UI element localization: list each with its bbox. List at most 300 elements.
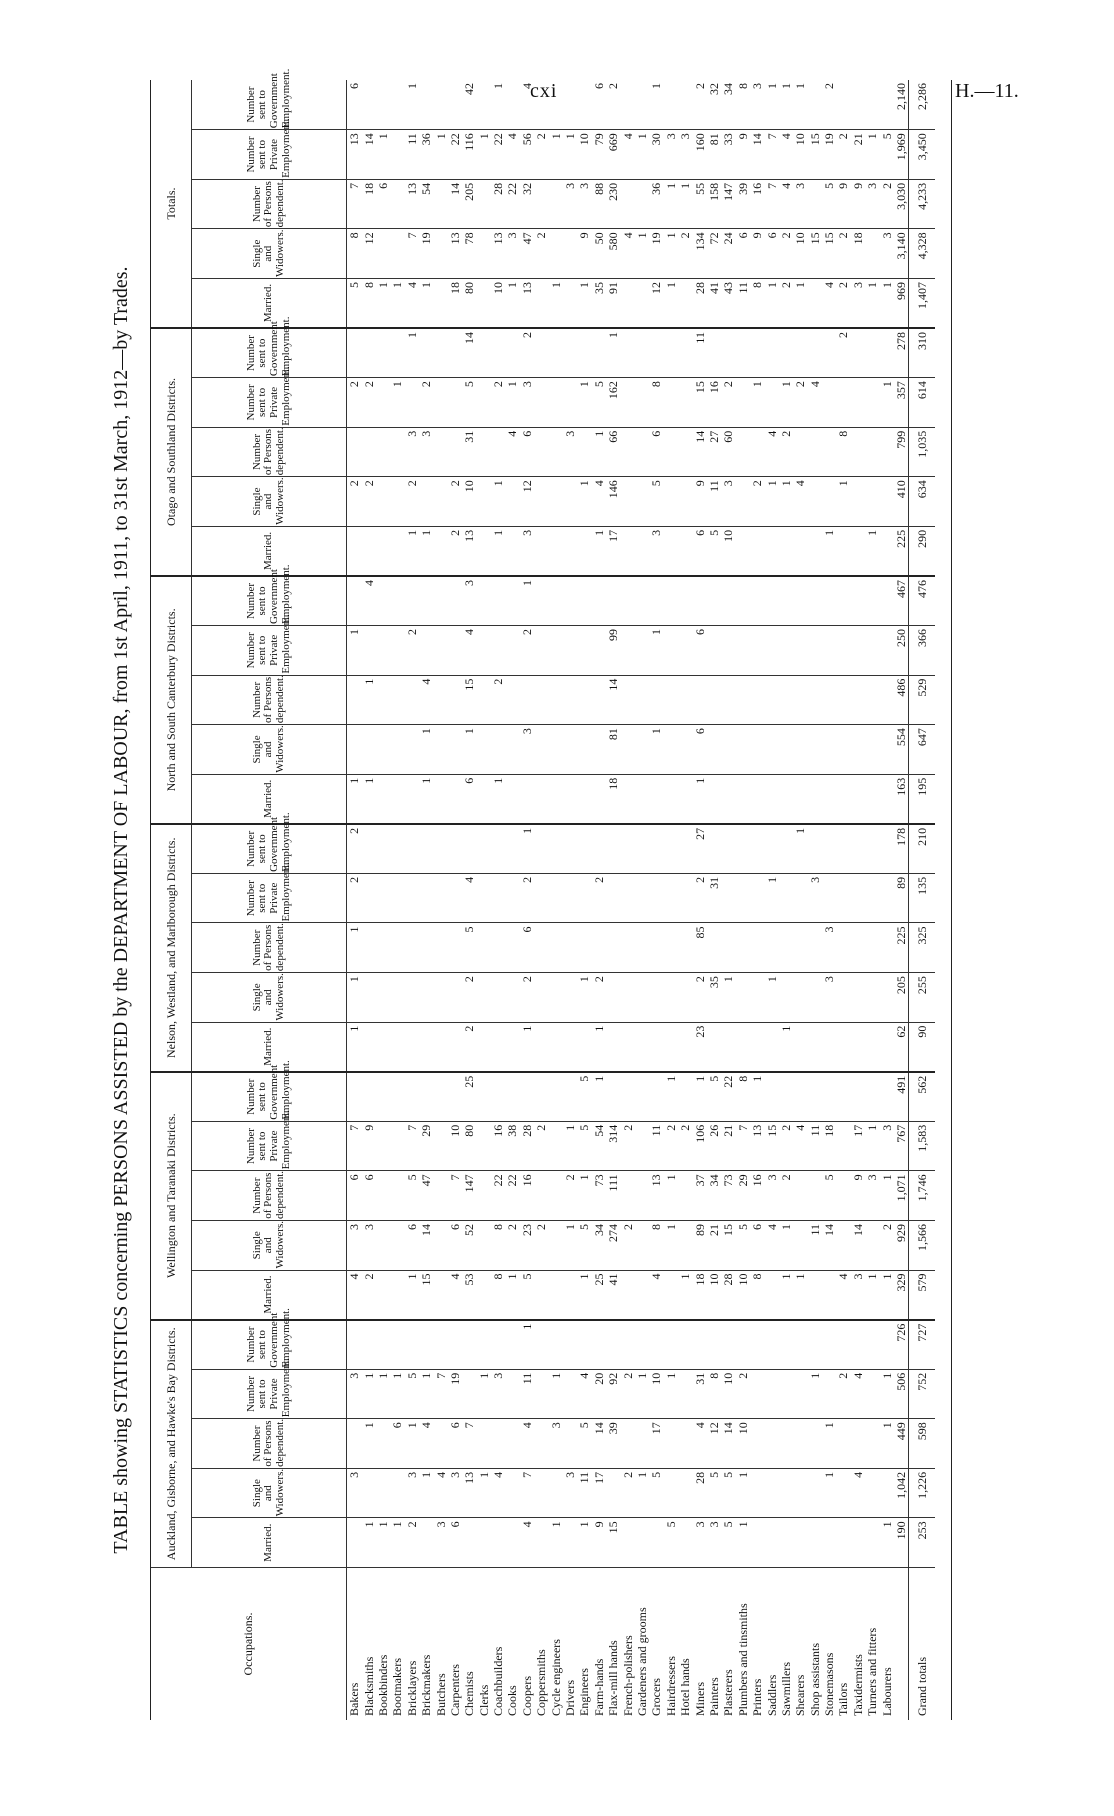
table-cell: [534, 1270, 548, 1320]
table-cell: [390, 1220, 404, 1270]
table-frame: [150, 68, 952, 1720]
group-header: Otago and Southland Districts.: [151, 328, 192, 576]
table-cell: 1: [577, 1171, 591, 1221]
table-cell: [808, 80, 822, 130]
table-row: [548, 80, 562, 1720]
table-cell: 158: [707, 179, 721, 229]
table-cell: [664, 427, 678, 477]
table-cell: 162: [606, 378, 620, 428]
table-cell: [635, 1518, 649, 1568]
table-cell: 1: [390, 378, 404, 428]
table-cell: [376, 774, 390, 824]
table-cell: 14: [462, 328, 476, 378]
table-cell: 4: [851, 1468, 865, 1518]
table-cell: 2: [664, 1121, 678, 1171]
table-cell: [836, 80, 850, 130]
column-header: Single and Widowers.: [192, 1220, 347, 1270]
table-cell: [707, 1022, 721, 1072]
table-cell: [620, 1320, 634, 1370]
table-cell: [390, 923, 404, 973]
table-cell: [390, 725, 404, 775]
table-cell: 13: [347, 130, 362, 180]
table-cell: 210: [909, 824, 936, 874]
table-cell: [548, 526, 562, 576]
table-cell: 1: [361, 1518, 375, 1568]
table-cell: [879, 1022, 893, 1072]
table-cell: [620, 328, 634, 378]
table-cell: 1: [577, 378, 591, 428]
table-cell: 2: [692, 873, 706, 923]
table-cell: 1: [635, 1369, 649, 1419]
table-cell: 15: [692, 378, 706, 428]
table-cell: 9: [836, 179, 850, 229]
table-cell: [577, 923, 591, 973]
table-cell: 1: [433, 130, 447, 180]
table-cell: [620, 1419, 634, 1469]
table-cell: [505, 477, 519, 527]
table-cell: 579: [909, 1270, 936, 1320]
table-cell: [548, 1468, 562, 1518]
table-cell: [879, 1320, 893, 1370]
table-cell: [477, 477, 491, 527]
table-cell: [606, 973, 620, 1023]
table-cell: 12: [520, 477, 534, 527]
table-cell: 3: [678, 130, 692, 180]
table-cell: [620, 378, 634, 428]
table-cell: [721, 774, 735, 824]
table-cell: [635, 1320, 649, 1370]
table-cell: [635, 725, 649, 775]
table-cell: [390, 973, 404, 1023]
table-cell: 3: [692, 1518, 706, 1568]
table-cell: [534, 80, 548, 130]
table-cell: 43: [721, 278, 735, 328]
table-cell: [808, 427, 822, 477]
table-cell: [592, 675, 606, 725]
table-cell: [433, 675, 447, 725]
table-cell: 3: [563, 179, 577, 229]
table-cell: 2: [405, 626, 419, 676]
table-cell: 3: [865, 1171, 879, 1221]
table-cell: [548, 824, 562, 874]
table-cell: [491, 1419, 505, 1469]
occupation-name: Blacksmiths: [361, 1656, 376, 1716]
table-cell: 28: [721, 1270, 735, 1320]
table-cell: [376, 427, 390, 477]
table-cell: 6: [390, 1419, 404, 1469]
table-cell: [620, 576, 634, 626]
table-cell: [678, 1369, 692, 1419]
table-body: [347, 80, 936, 1720]
table-cell: 28: [520, 1121, 534, 1171]
table-cell: 13: [448, 229, 462, 279]
table-cell: 1: [692, 1072, 706, 1122]
table-cell: 1: [879, 378, 893, 428]
table-cell: [851, 774, 865, 824]
table-cell: [361, 80, 375, 130]
table-cell: 6: [376, 179, 390, 229]
table-cell: [793, 1220, 807, 1270]
table-cell: [563, 1419, 577, 1469]
table-cell: [390, 675, 404, 725]
table-cell: 3: [808, 873, 822, 923]
table-cell: 2: [620, 1220, 634, 1270]
table-cell: 1: [750, 378, 764, 428]
table-cell: [563, 378, 577, 428]
table-cell: 10: [736, 1419, 750, 1469]
table-cell: 42: [462, 80, 476, 130]
table-cell: 2: [520, 328, 534, 378]
table-cell: [390, 130, 404, 180]
table-cell: [851, 675, 865, 725]
table-cell: 3: [347, 1220, 362, 1270]
table-cell: [808, 973, 822, 1023]
table-cell: [721, 576, 735, 626]
table-cell: [678, 1518, 692, 1568]
table-cell: 2: [750, 477, 764, 527]
table-cell: [851, 477, 865, 527]
table-cell: [808, 1171, 822, 1221]
table-cell: 13: [462, 1468, 476, 1518]
table-cell: 3: [577, 179, 591, 229]
table-cell: [750, 1320, 764, 1370]
table-cell: [448, 675, 462, 725]
table-cell: [635, 1072, 649, 1122]
table-cell: [592, 725, 606, 775]
table-cell: 14: [721, 1419, 735, 1469]
table-cell: 16: [707, 378, 721, 428]
table-cell: [851, 80, 865, 130]
table-cell: 23: [692, 1022, 706, 1072]
table-cell: [419, 1072, 433, 1122]
table-cell: [433, 1220, 447, 1270]
table-cell: [635, 477, 649, 527]
table-cell: [376, 1022, 390, 1072]
table-cell: [736, 526, 750, 576]
table-cell: [505, 526, 519, 576]
table-cell: [851, 1320, 865, 1370]
occupation-name: Cooks: [505, 1685, 520, 1716]
table-cell: 10: [793, 130, 807, 180]
table-cell: [548, 725, 562, 775]
table-cell: [620, 526, 634, 576]
table-cell: [620, 179, 634, 229]
table-cell: [477, 1171, 491, 1221]
table-cell: [865, 427, 879, 477]
table-cell: 1: [419, 1369, 433, 1419]
table-row: [592, 80, 606, 1720]
table-row: [822, 80, 836, 1720]
table-cell: [808, 1419, 822, 1469]
table-cell: [635, 824, 649, 874]
table-cell: [678, 378, 692, 428]
table-cell: [736, 626, 750, 676]
table-cell: [390, 526, 404, 576]
table-cell: 3: [664, 130, 678, 180]
table-cell: [879, 824, 893, 874]
table-cell: 1: [520, 1320, 534, 1370]
table-cell: 5: [347, 278, 362, 328]
table-cell: 1: [405, 328, 419, 378]
table-cell: 2: [879, 1220, 893, 1270]
table-cell: [620, 774, 634, 824]
table-cell: 80: [462, 1121, 476, 1171]
table-cell: 4: [764, 427, 778, 477]
table-cell: 1: [419, 1468, 433, 1518]
table-cell: 5: [577, 1220, 591, 1270]
table-cell: 4: [462, 873, 476, 923]
table-cell: [376, 328, 390, 378]
table-cell: [577, 1320, 591, 1370]
table-cell: 1: [779, 1220, 793, 1270]
table-cell: 2: [520, 873, 534, 923]
table-cell: 634: [909, 477, 936, 527]
column-header: Married.: [192, 1022, 347, 1072]
table-cell: 727: [909, 1320, 936, 1370]
table-cell: [505, 774, 519, 824]
table-cell: 11: [520, 1369, 534, 1419]
table-cell: [764, 1072, 778, 1122]
table-row: [534, 80, 548, 1720]
table-cell: 1: [879, 1270, 893, 1320]
table-cell: [808, 1518, 822, 1568]
table-cell: 1: [520, 824, 534, 874]
table-cell: [808, 675, 822, 725]
table-cell: [563, 80, 577, 130]
table-cell: 21: [721, 1121, 735, 1171]
table-cell: 4: [520, 1419, 534, 1469]
table-cell: 225: [894, 923, 909, 973]
table-cell: 4: [419, 1419, 433, 1469]
table-cell: 669: [606, 130, 620, 180]
table-cell: 2: [491, 675, 505, 725]
table-cell: 4: [520, 1518, 534, 1568]
table-cell: [390, 873, 404, 923]
table-cell: [865, 923, 879, 973]
table-cell: [822, 626, 836, 676]
table-cell: [606, 1468, 620, 1518]
table-cell: [779, 526, 793, 576]
table-row: [433, 80, 447, 1720]
occupation-name: Bootmakers: [390, 1658, 405, 1716]
table-cell: [879, 873, 893, 923]
table-cell: [664, 1419, 678, 1469]
table-cell: 1,583: [909, 1121, 936, 1171]
table-cell: [808, 1270, 822, 1320]
table-cell: [376, 1072, 390, 1122]
table-cell: [649, 973, 663, 1023]
table-cell: 4: [779, 179, 793, 229]
table-cell: [620, 1072, 634, 1122]
table-cell: 2: [361, 1270, 375, 1320]
table-cell: [779, 1369, 793, 1419]
table-cell: [736, 378, 750, 428]
table-cell: 1: [664, 229, 678, 279]
table-cell: 1: [822, 1468, 836, 1518]
table-cell: 1: [376, 130, 390, 180]
table-cell: 4: [822, 278, 836, 328]
table-cell: [764, 526, 778, 576]
table-cell: [405, 774, 419, 824]
table-cell: [865, 1320, 879, 1370]
table-cell: 3: [879, 229, 893, 279]
table-row: [505, 80, 519, 1720]
table-cell: 81: [606, 725, 620, 775]
table-cell: 1: [865, 278, 879, 328]
table-cell: [390, 774, 404, 824]
table-cell: [534, 973, 548, 1023]
table-cell: 147: [462, 1171, 476, 1221]
table-cell: 8: [347, 229, 362, 279]
table-cell: 3: [822, 973, 836, 1023]
table-cell: 60: [721, 427, 735, 477]
table-cell: [721, 824, 735, 874]
table-cell: [390, 1468, 404, 1518]
table-cell: [548, 1022, 562, 1072]
table-cell: 15: [764, 1121, 778, 1171]
table-cell: 8: [707, 1369, 721, 1419]
table-cell: 56: [520, 130, 534, 180]
table-cell: [836, 526, 850, 576]
table-cell: [736, 477, 750, 527]
table-row: [347, 80, 362, 1720]
table-cell: [764, 774, 778, 824]
table-cell: [808, 774, 822, 824]
column-header: Married.: [192, 278, 347, 328]
table-cell: [879, 576, 893, 626]
table-cell: [347, 1072, 362, 1122]
table-cell: [851, 725, 865, 775]
occupation-name: French-polishers: [620, 1635, 635, 1716]
table-cell: [736, 973, 750, 1023]
table-cell: 1: [592, 427, 606, 477]
table-cell: 2: [836, 229, 850, 279]
table-cell: 11: [405, 130, 419, 180]
table-cell: [620, 1270, 634, 1320]
table-cell: 37: [692, 1171, 706, 1221]
table-cell: 1: [736, 1518, 750, 1568]
table-cell: 4: [405, 278, 419, 328]
occupation-name: Hotel hands: [678, 1658, 693, 1716]
table-cell: 2: [836, 1369, 850, 1419]
table-cell: 1,035: [909, 427, 936, 477]
table-cell: [433, 1171, 447, 1221]
table-row: [520, 80, 534, 1720]
table-cell: [678, 1320, 692, 1370]
table-cell: 30: [649, 130, 663, 180]
table-cell: [347, 576, 362, 626]
table-cell: [534, 378, 548, 428]
table-cell: [376, 1171, 390, 1221]
table-cell: [477, 576, 491, 626]
table-cell: 1: [764, 873, 778, 923]
table-cell: 1,226: [909, 1468, 936, 1518]
table-cell: 5: [462, 923, 476, 973]
table-cell: 2: [491, 378, 505, 428]
table-cell: 598: [909, 1419, 936, 1469]
table-cell: [592, 576, 606, 626]
table-cell: [505, 824, 519, 874]
table-cell: 3,140: [894, 229, 909, 279]
table-cell: 14: [750, 130, 764, 180]
table-cell: [563, 774, 577, 824]
table-cell: [851, 1022, 865, 1072]
table-cell: [836, 576, 850, 626]
table-cell: [822, 725, 836, 775]
table-cell: [520, 774, 534, 824]
table-cell: [707, 824, 721, 874]
table-cell: 9: [736, 130, 750, 180]
table-cell: [361, 824, 375, 874]
table-cell: [822, 328, 836, 378]
table-cell: [548, 1171, 562, 1221]
table-cell: [764, 1468, 778, 1518]
table-row: [405, 80, 419, 1720]
table-cell: [635, 1220, 649, 1270]
table-cell: 2: [836, 130, 850, 180]
table-cell: 1: [836, 477, 850, 527]
grand-totals-row: [909, 80, 936, 1720]
occupation-name: Stonemasons: [822, 1652, 837, 1716]
table-cell: [779, 1468, 793, 1518]
table-cell: 1: [405, 1419, 419, 1469]
table-cell: 2: [462, 973, 476, 1023]
table-cell: [750, 824, 764, 874]
table-cell: [577, 824, 591, 874]
table-cell: 4,328: [909, 229, 936, 279]
table-cell: [548, 477, 562, 527]
table-cell: [664, 873, 678, 923]
table-cell: [390, 1072, 404, 1122]
table-cell: 7: [405, 1121, 419, 1171]
table-cell: [433, 973, 447, 1023]
table-cell: 31: [462, 427, 476, 477]
table-cell: [649, 1072, 663, 1122]
table-cell: [793, 725, 807, 775]
table-cell: 4: [433, 1468, 447, 1518]
table-cell: [347, 1419, 362, 1469]
table-row: [750, 80, 764, 1720]
table-cell: [664, 1022, 678, 1072]
column-header: Number sent to Government Employment.: [192, 328, 347, 378]
column-header: Married.: [192, 774, 347, 824]
table-cell: [808, 179, 822, 229]
table-cell: 3,450: [909, 130, 936, 180]
table-cell: [477, 626, 491, 676]
table-cell: [750, 675, 764, 725]
table-cell: 3: [764, 1171, 778, 1221]
column-header: Number of Persons dependent.: [192, 675, 347, 725]
table-cell: 969: [894, 278, 909, 328]
table-cell: [448, 824, 462, 874]
table-cell: [361, 328, 375, 378]
table-cell: 2: [779, 427, 793, 477]
table-cell: [707, 576, 721, 626]
table-cell: [764, 923, 778, 973]
table-cell: 13: [462, 526, 476, 576]
table-cell: [750, 576, 764, 626]
table-cell: [577, 427, 591, 477]
table-cell: [779, 626, 793, 676]
table-cell: 1: [477, 130, 491, 180]
table-cell: 4: [462, 626, 476, 676]
table-cell: 2: [534, 229, 548, 279]
table-cell: [620, 278, 634, 328]
table-cell: [649, 774, 663, 824]
table-cell: 3: [462, 576, 476, 626]
table-cell: [419, 477, 433, 527]
table-cell: 6: [347, 1171, 362, 1221]
